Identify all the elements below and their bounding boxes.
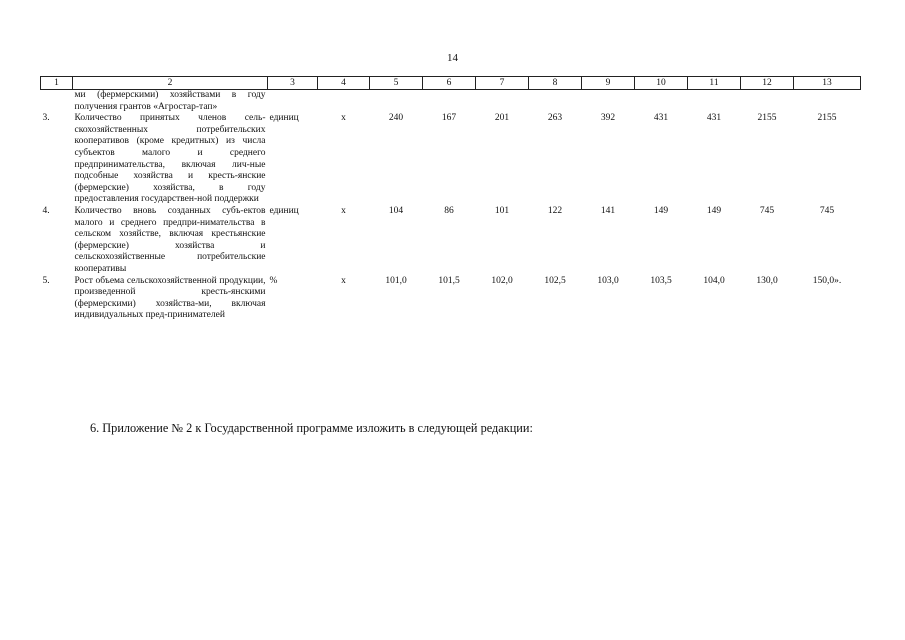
value-cell: 102,0 bbox=[491, 275, 513, 286]
page-number: 14 bbox=[447, 52, 458, 64]
column-header-12: 12 bbox=[741, 77, 794, 90]
row-number bbox=[41, 90, 73, 114]
value-cell: 102,5 bbox=[544, 275, 566, 286]
value-cell bbox=[582, 90, 635, 114]
value-cell bbox=[423, 90, 476, 114]
column-header-4: 4 bbox=[318, 77, 370, 90]
value-cell bbox=[688, 90, 741, 114]
value-cell: х bbox=[341, 275, 346, 286]
indicator-name: Рост объема сельскохозяйственной продукции, произведенной кресть-янскими (фермерскими) хозяйства-ми, включая индивидуальных пред-принимателей bbox=[74, 275, 266, 321]
value-cell: 263 bbox=[547, 113, 563, 124]
column-header-2: 2 bbox=[73, 77, 268, 90]
value-cell: 2155 bbox=[757, 113, 777, 124]
table-row bbox=[41, 90, 861, 114]
value-cell: 122 bbox=[547, 205, 563, 216]
column-header-8: 8 bbox=[529, 77, 582, 90]
value-cell: 101,0 bbox=[385, 275, 407, 286]
value-cell: 2155 bbox=[817, 113, 837, 124]
table-body bbox=[41, 90, 861, 322]
value-cell: 104 bbox=[388, 205, 404, 216]
column-header-11: 11 bbox=[688, 77, 741, 90]
column-header-5: 5 bbox=[370, 77, 423, 90]
value-cell: 149 bbox=[653, 205, 669, 216]
indicator-name: Количество вновь созданных субъ-ектов малого и среднего предпри-нимательства в сельском хозяйстве, включая крестьянские (фермерские) хозяйства и сельскохозяйственные потребительские кооперативы bbox=[74, 205, 266, 274]
value-cell: 745 bbox=[819, 205, 835, 216]
column-header-1: 1 bbox=[41, 77, 73, 90]
value-cell: 240 bbox=[388, 113, 404, 124]
value-cell: 201 bbox=[494, 113, 510, 124]
unit-cell bbox=[268, 90, 318, 114]
value-cell: 745 bbox=[759, 205, 775, 216]
column-header-6: 6 bbox=[423, 77, 476, 90]
unit-cell: % bbox=[269, 275, 278, 286]
table-row bbox=[41, 206, 861, 276]
value-cell: х bbox=[341, 113, 346, 124]
column-header-13: 13 bbox=[794, 77, 861, 90]
row-number: 5. bbox=[42, 275, 50, 286]
value-cell bbox=[529, 90, 582, 114]
indicator-name: ми (фермерскими) хозяйствами в году получения грантов «Агростар-тап» bbox=[74, 90, 266, 112]
value-cell: 86 bbox=[444, 205, 454, 216]
value-cell: 130,0 bbox=[756, 275, 778, 286]
row-number: 3. bbox=[42, 113, 50, 124]
value-cell bbox=[635, 90, 688, 114]
value-cell: 431 bbox=[653, 113, 669, 124]
value-cell: 150,0». bbox=[812, 275, 842, 286]
column-header-9: 9 bbox=[582, 77, 635, 90]
indicator-name: Количество принятых членов сель-скохозяйственных потребительских кооперативов (кроме кредитных) из числа субъектов малого и среднего предпринимательства, включая лич-ные подсобные хозяйства и кресть-янские (фермерские) хозяйства, в году предоставления государствен-ной поддержки bbox=[74, 113, 266, 205]
value-cell: 392 bbox=[600, 113, 616, 124]
value-cell bbox=[476, 90, 529, 114]
column-header-3: 3 bbox=[268, 77, 318, 90]
value-cell: 431 bbox=[706, 113, 722, 124]
value-cell: х bbox=[341, 205, 346, 216]
value-cell: 149 bbox=[706, 205, 722, 216]
unit-cell: единиц bbox=[269, 113, 299, 124]
value-cell bbox=[794, 90, 861, 114]
value-cell: 104,0 bbox=[703, 275, 725, 286]
table-header-row bbox=[41, 77, 861, 90]
value-cell: 103,5 bbox=[650, 275, 672, 286]
unit-cell: единиц bbox=[269, 205, 299, 216]
instruction-text: 6. Приложение № 2 к Государственной программе изложить в следующей редакции: bbox=[90, 421, 533, 435]
value-cell bbox=[318, 90, 370, 114]
column-header-10: 10 bbox=[635, 77, 688, 90]
value-cell: 141 bbox=[600, 205, 616, 216]
value-cell: 101,5 bbox=[438, 275, 460, 286]
table-row bbox=[41, 276, 861, 322]
value-cell: 101 bbox=[494, 205, 510, 216]
row-number: 4. bbox=[42, 205, 50, 216]
value-cell bbox=[370, 90, 423, 114]
value-cell: 167 bbox=[441, 113, 457, 124]
value-cell bbox=[741, 90, 794, 114]
value-cell: 103,0 bbox=[597, 275, 619, 286]
table-row bbox=[41, 113, 861, 206]
indicators-table bbox=[40, 76, 861, 322]
column-header-7: 7 bbox=[476, 77, 529, 90]
